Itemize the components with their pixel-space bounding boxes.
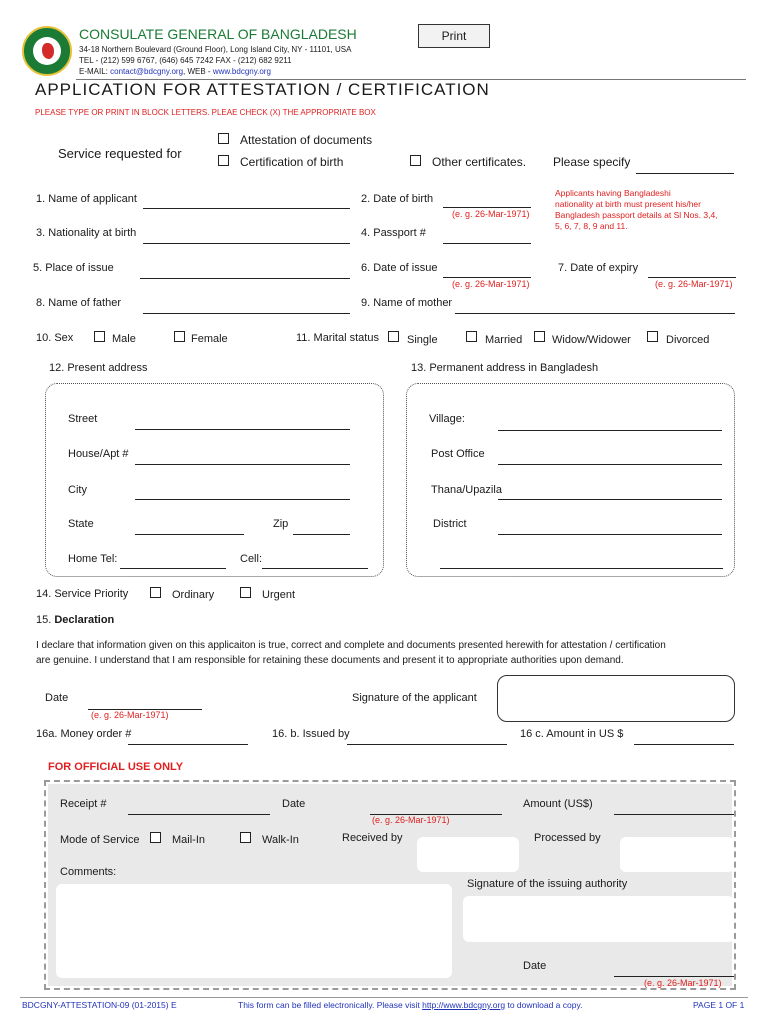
sex-label: 10. Sex <box>36 332 74 344</box>
attestation-label: Attestation of documents <box>240 133 373 147</box>
single-checkbox[interactable] <box>388 331 399 342</box>
official-use-heading: FOR OFFICIAL USE ONLY <box>48 761 184 773</box>
permanent-address-label: 13. Permanent address in Bangladesh <box>411 362 599 374</box>
state-field[interactable] <box>135 534 244 535</box>
applicant-signature-box[interactable] <box>497 675 735 722</box>
authority-signature-label: Signature of the issuing authority <box>467 878 628 890</box>
zip-label: Zip <box>273 518 289 530</box>
date-of-issue-hint: (e. g. 26-Mar-1971) <box>452 279 530 289</box>
print-button[interactable]: Print <box>418 24 490 48</box>
issued-by-label: 16. b. Issued by <box>272 728 350 740</box>
house-label: House/Apt # <box>68 448 129 460</box>
consulate-contact: E-MAIL: contact@bdcgny.org, WEB - www.bdcgny.org <box>79 67 271 76</box>
street-label: Street <box>68 413 98 425</box>
mail-in-label: Mail-In <box>172 834 206 846</box>
declaration-text-2: are genuine. I understand that I am responsible for retaining these documents and present it to appropriate authorities upon demand. <box>36 655 624 666</box>
father-name-field[interactable] <box>143 313 350 314</box>
nationality-label: 3. Nationality at birth <box>36 227 137 239</box>
consulate-phone: TEL - (212) 599 6767, (646) 645 7242 FAX - (212) 682 9211 <box>79 56 292 65</box>
home-tel-label: Home Tel: <box>68 553 118 565</box>
married-checkbox[interactable] <box>466 331 477 342</box>
applicant-name-label: 1. Name of applicant <box>36 193 137 205</box>
web-link[interactable]: www.bdcgny.org <box>212 67 271 76</box>
state-label: State <box>68 518 94 530</box>
received-by-label: Received by <box>342 832 403 844</box>
other-certificates-label: Other certificates. <box>432 155 527 169</box>
ordinary-checkbox[interactable] <box>150 587 161 598</box>
date-of-issue-label: 6. Date of issue <box>361 262 438 274</box>
present-address-label: 12. Present address <box>49 362 148 374</box>
footer-divider <box>20 997 748 998</box>
seal-icon <box>22 26 72 76</box>
father-name-label: 8. Name of father <box>36 297 121 309</box>
widow-checkbox[interactable] <box>534 331 545 342</box>
declaration-text-1: I declare that information given on this applicaiton is true, correct and complete and documents presented herewith for attestation / certification <box>36 640 666 651</box>
footer-website-link[interactable]: http://www.bdcgny.org <box>422 1000 506 1010</box>
female-label: Female <box>191 333 228 345</box>
other-certificates-checkbox[interactable] <box>410 155 421 166</box>
authority-date-field[interactable] <box>614 976 734 977</box>
mail-in-checkbox[interactable] <box>150 832 161 843</box>
form-instructions: PLEASE TYPE OR PRINT IN BLOCK LETTERS. PLEAE CHECK (X) THE APPROPRIATE BOX <box>35 108 376 117</box>
male-checkbox[interactable] <box>94 331 105 342</box>
service-priority-label: 14. Service Priority <box>36 588 129 600</box>
birth-certification-checkbox[interactable] <box>218 155 229 166</box>
district-label: District <box>433 518 467 530</box>
dob-hint: (e. g. 26-Mar-1971) <box>452 209 530 219</box>
home-tel-field[interactable] <box>120 568 226 569</box>
passport-note: Applicants having Bangladeshi nationality at birth must present his/her Bangladesh passport details at Sl Nos. 3,4, 5, 6, 7, 8, 9 and 11. <box>555 188 718 231</box>
walk-in-label: Walk-In <box>262 834 299 846</box>
city-field[interactable] <box>135 499 350 500</box>
service-label: Service requested for <box>58 146 182 161</box>
official-amount-label: Amount (US$) <box>523 798 593 810</box>
official-date-label: Date <box>282 798 306 810</box>
comments-label: Comments: <box>60 866 117 878</box>
mother-name-label: 9. Name of mother <box>361 297 453 309</box>
permanent-address-extra-field[interactable] <box>440 568 723 569</box>
passport-label: 4. Passport # <box>361 227 426 239</box>
zip-field[interactable] <box>293 534 350 535</box>
comments-field[interactable] <box>56 884 452 978</box>
house-field[interactable] <box>135 464 350 465</box>
passport-field[interactable] <box>443 243 531 244</box>
attestation-checkbox[interactable] <box>218 133 229 144</box>
female-checkbox[interactable] <box>174 331 185 342</box>
applicant-signature-label: Signature of the applicant <box>352 692 477 704</box>
nationality-field[interactable] <box>143 243 350 244</box>
footer-form-id: BDCGNY-ATTESTATION-09 (01-2015) E <box>22 1000 177 1010</box>
place-of-issue-field[interactable] <box>140 278 350 279</box>
processed-by-field[interactable] <box>620 837 734 872</box>
money-order-field[interactable] <box>128 744 248 745</box>
please-specify-label: Please specify <box>553 155 631 169</box>
cell-label: Cell: <box>240 553 263 565</box>
consulate-title: CONSULATE GENERAL OF BANGLADESH <box>79 26 357 42</box>
please-specify-field[interactable] <box>636 173 734 174</box>
mother-name-field[interactable] <box>455 313 735 314</box>
district-field[interactable] <box>498 534 722 535</box>
ordinary-label: Ordinary <box>172 589 215 601</box>
declaration-date-label: Date <box>45 692 69 704</box>
amount-field[interactable] <box>634 744 734 745</box>
date-of-expiry-field[interactable] <box>648 277 736 278</box>
receipt-label: Receipt # <box>60 798 107 810</box>
village-field[interactable] <box>498 430 722 431</box>
authority-date-hint: (e. g. 26-Mar-1971) <box>644 978 722 988</box>
dob-field[interactable] <box>443 207 531 208</box>
form-title: APPLICATION FOR ATTESTATION / CERTIFICATION <box>35 80 490 99</box>
received-by-field[interactable] <box>417 837 519 872</box>
post-office-field[interactable] <box>498 464 722 465</box>
issued-by-field[interactable] <box>347 744 507 745</box>
authority-signature-field[interactable] <box>463 896 734 942</box>
declaration-heading: 15. Declaration <box>36 614 115 626</box>
receipt-field[interactable] <box>128 814 270 815</box>
date-of-expiry-hint: (e. g. 26-Mar-1971) <box>655 279 733 289</box>
widow-label: Widow/Widower <box>552 334 631 346</box>
footer-page-number: PAGE 1 OF 1 <box>693 1000 745 1010</box>
thana-field[interactable] <box>498 499 722 500</box>
applicant-name-field[interactable] <box>143 208 350 209</box>
urgent-label: Urgent <box>262 589 296 601</box>
amount-label: 16 c. Amount in US $ <box>520 728 624 740</box>
date-of-expiry-label: 7. Date of expiry <box>558 262 639 274</box>
email-link[interactable]: contact@bdcgny.org <box>110 67 184 76</box>
official-amount-field[interactable] <box>614 814 734 815</box>
male-label: Male <box>112 333 136 345</box>
mode-of-service-label: Mode of Service <box>60 834 140 846</box>
footer-note: This form can be filled electronically. Please visit http://www.bdcgny.org to download a copy. <box>238 1000 583 1010</box>
city-label: City <box>68 484 87 496</box>
declaration-date-hint: (e. g. 26-Mar-1971) <box>91 710 169 720</box>
thana-label: Thana/Upazila <box>431 484 502 496</box>
walk-in-checkbox[interactable] <box>240 832 251 843</box>
married-label: Married <box>485 334 523 346</box>
birth-certification-label: Certification of birth <box>240 155 344 169</box>
divorced-checkbox[interactable] <box>647 331 658 342</box>
official-date-hint: (e. g. 26-Mar-1971) <box>372 815 450 825</box>
post-office-label: Post Office <box>431 448 485 460</box>
marital-status-label: 11. Marital status <box>296 332 379 344</box>
cell-field[interactable] <box>262 568 368 569</box>
consulate-address: 34-18 Northern Boulevard (Ground Floor), Long Island City, NY - 11101, USA <box>79 45 352 54</box>
money-order-label: 16a. Money order # <box>36 728 132 740</box>
single-label: Single <box>407 334 438 346</box>
dob-label: 2. Date of birth <box>361 193 434 205</box>
urgent-checkbox[interactable] <box>240 587 251 598</box>
street-field[interactable] <box>135 429 350 430</box>
place-of-issue-label: 5. Place of issue <box>33 262 114 274</box>
divorced-label: Divorced <box>666 334 710 346</box>
date-of-issue-field[interactable] <box>443 277 531 278</box>
authority-date-label: Date <box>523 960 547 972</box>
processed-by-label: Processed by <box>534 832 601 844</box>
village-label: Village: <box>429 413 465 425</box>
